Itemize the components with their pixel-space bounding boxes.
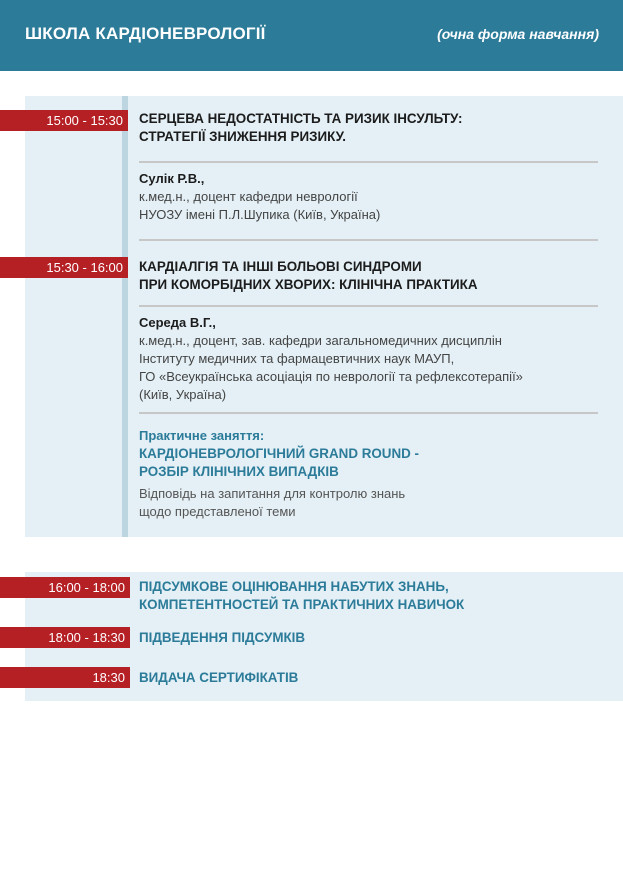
assessment-title — [139, 578, 464, 614]
speaker-affiliation-line: НУОЗУ імені П.Л.Шупика (Київ, Україна) — [139, 207, 381, 222]
summary-title: ПІДВЕДЕННЯ ПІДСУМКІВ — [139, 630, 306, 645]
time-badge-session-1: 15:00 - 15:30 — [0, 110, 128, 131]
speaker-affiliation-line: к.мед.н., доцент кафедри неврології — [139, 189, 358, 204]
page-title: ШКОЛА КАРДІОНЕВРОЛОГІЇ — [25, 24, 266, 43]
timeline-bar — [122, 96, 128, 537]
session-2-title-line-1: КАРДІАЛГІЯ ТА ІНШІ БОЛЬОВІ СИНДРОМИ — [139, 259, 422, 274]
assessment-title-line-1: ПІДСУМКОВЕ ОЦІНЮВАННЯ НАБУТИХ ЗНАНЬ, — [139, 579, 449, 594]
time-badge-certificates: 18:30 — [0, 667, 130, 688]
session-2-speaker — [139, 314, 523, 404]
speaker-affiliation-line: Інституту медичних та фармацевтичних наук МАУП, — [139, 351, 455, 366]
practice-description-line: Відповідь на запитання для контролю знань — [139, 486, 406, 501]
time-badge-summary: 18:00 - 18:30 — [0, 627, 130, 648]
page-subtitle: (очна форма навчання) — [437, 26, 599, 42]
practice-description — [139, 485, 419, 521]
session-1-title-line-2: СТРАТЕГІЇ ЗНИЖЕННЯ РИЗИКУ. — [139, 129, 346, 144]
speaker-affiliation-line: (Київ, Україна) — [139, 387, 227, 402]
session-1-title — [139, 110, 463, 146]
session-1-speaker — [139, 170, 380, 224]
divider — [139, 305, 598, 307]
practice-description-line: щодо представленої теми — [139, 504, 296, 519]
time-badge-assessment: 16:00 - 18:00 — [0, 577, 130, 598]
divider — [139, 239, 598, 241]
assessment-title-line-2: КОМПЕТЕНТНОСТЕЙ ТА ПРАКТИЧНИХ НАВИЧОК — [139, 597, 465, 612]
speaker-affiliation-line: ГО «Всеукраїнська асоціація по неврології та рефлексотерапії» — [139, 369, 523, 384]
divider — [139, 161, 598, 163]
session-2-title-line-2: ПРИ КОМОРБІДНИХ ХВОРИХ: КЛІНІЧНА ПРАКТИКА — [139, 277, 478, 292]
speaker-name: Середа В.Г., — [139, 315, 216, 330]
practice-label: Практичне заняття: — [139, 428, 265, 443]
session-2-title — [139, 258, 478, 294]
practice-title-line-2: РОЗБІР КЛІНІЧНИХ ВИПАДКІВ — [139, 464, 339, 479]
divider — [139, 412, 598, 414]
speaker-name: Сулік Р.В., — [139, 171, 205, 186]
practice-title-line-1: КАРДІОНЕВРОЛОГІЧНИЙ GRAND ROUND - — [139, 446, 419, 461]
speaker-affiliation-line: к.мед.н., доцент, зав. кафедри загальномедичних дисциплін — [139, 333, 502, 348]
time-badge-session-2: 15:30 - 16:00 — [0, 257, 128, 278]
session-1-title-line-1: СЕРЦЕВА НЕДОСТАТНІСТЬ ТА РИЗИК ІНСУЛЬТУ: — [139, 111, 463, 126]
practice-block — [139, 427, 419, 521]
certificates-title: ВИДАЧА СЕРТИФІКАТІВ — [139, 670, 299, 685]
header-banner — [0, 0, 623, 71]
